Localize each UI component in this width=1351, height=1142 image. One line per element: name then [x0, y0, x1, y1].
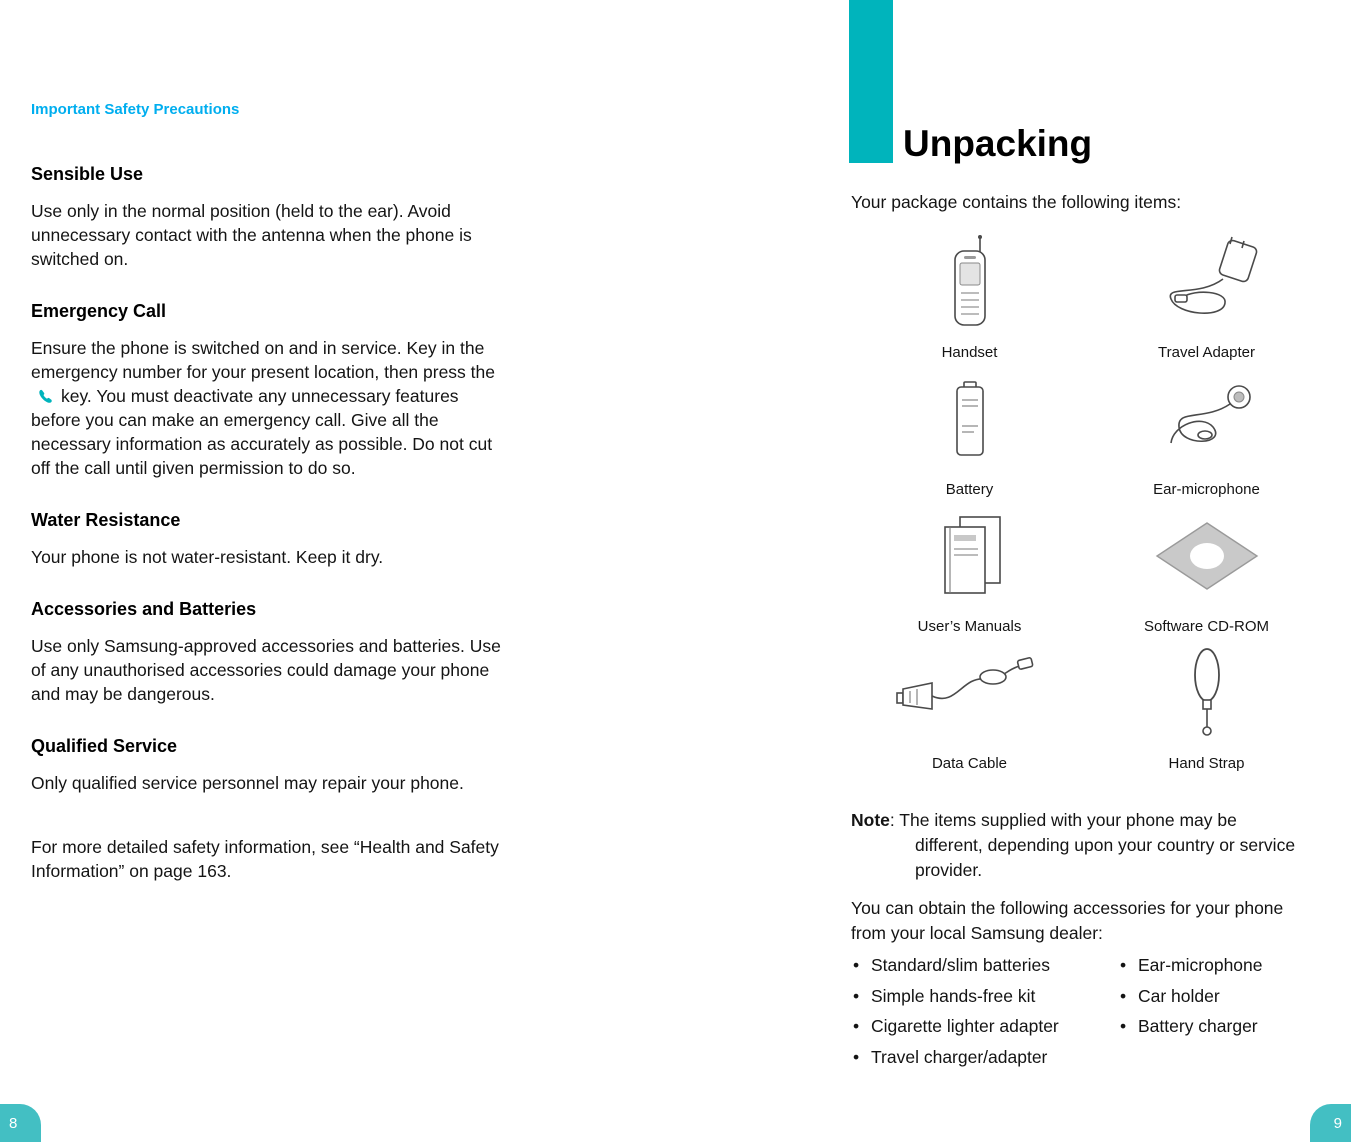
- accessories-list-left: [851, 950, 1118, 1072]
- accessories-intro: You can obtain the following accessories for your phone from your local Samsung dealer:: [851, 898, 1284, 943]
- body-qualified-service: Only qualified service personnel may repair your phone.: [31, 773, 464, 793]
- data-cable-illustration: [894, 637, 1046, 751]
- hand-strap-illustration: [1181, 637, 1233, 751]
- body-water-resistance: Your phone is not water-resistant. Keep it dry.: [31, 547, 384, 567]
- phone-key-icon: [36, 386, 56, 402]
- package-intro: Your package contains the following items:: [851, 192, 1182, 212]
- accessory-item: • Travel charger/adapter: [851, 1042, 1118, 1073]
- note-label: Note: [851, 810, 890, 830]
- package-item-battery: [851, 363, 1088, 500]
- running-header: Important Safety Precautions: [31, 101, 240, 118]
- accessory-item: • Standard/slim batteries: [851, 950, 1118, 981]
- note-paragraph: [851, 808, 1303, 883]
- users-manuals-illustration: [932, 500, 1008, 614]
- chapter-accent-bar: [849, 0, 893, 163]
- accessory-item: • Battery charger: [1118, 1011, 1263, 1042]
- note-text: : The items supplied with your phone may be different, depending upon your country or service provider.: [889, 810, 1296, 880]
- page-number-left: 8: [0, 1104, 41, 1142]
- emergency-text-before: Ensure the phone is switched on and in service. Key in the emergency number for your present location, then press the: [31, 338, 495, 382]
- battery-illustration: [947, 363, 993, 477]
- accessory-item: • Cigarette lighter adapter: [851, 1011, 1118, 1042]
- body-sensible-use: Use only in the normal position (held to the ear). Avoid unnecessary contact with the antenna when the phone is switched on.: [31, 201, 472, 269]
- package-item-hand-strap: [1088, 637, 1325, 774]
- item-label-ear-microphone: Ear-microphone: [1153, 481, 1260, 498]
- note-block: [851, 808, 1303, 883]
- item-label-hand-strap: Hand Strap: [1168, 755, 1245, 772]
- software-cdrom-illustration: [1151, 500, 1263, 614]
- package-item-software-cdrom: [1088, 500, 1325, 637]
- body-accessories-batteries: Use only Samsung-approved accessories and batteries. Use of any unauthorised accessories could damage your phone and may be dangerous.: [31, 636, 501, 704]
- item-label-handset: Handset: [941, 344, 998, 361]
- item-label-users-manuals: User’s Manuals: [917, 618, 1022, 635]
- accessories-lists: [851, 950, 1331, 1072]
- package-item-travel-adapter: [1088, 226, 1325, 363]
- package-items-grid: [851, 226, 1325, 774]
- package-item-data-cable: [851, 637, 1088, 774]
- package-item-handset: [851, 226, 1088, 363]
- accessory-item: • Car holder: [1118, 981, 1263, 1012]
- heading-qualified-service: Qualified Service: [31, 736, 178, 756]
- package-item-ear-microphone: [1088, 363, 1325, 500]
- handset-illustration: [940, 226, 1000, 340]
- accessories-list-right: [1118, 950, 1263, 1072]
- accessory-item: • Ear-microphone: [1118, 950, 1263, 981]
- heading-water-resistance: Water Resistance: [31, 510, 181, 530]
- heading-accessories-batteries: Accessories and Batteries: [31, 599, 257, 619]
- accessory-item: • Simple hands-free kit: [851, 981, 1118, 1012]
- item-label-battery: Battery: [945, 481, 994, 498]
- heading-emergency-call: Emergency Call: [31, 301, 167, 321]
- package-item-users-manuals: [851, 500, 1088, 637]
- item-label-travel-adapter: Travel Adapter: [1158, 344, 1255, 361]
- body-emergency-call: [31, 336, 503, 480]
- page-number-right: 9: [1310, 1104, 1351, 1142]
- heading-sensible-use: Sensible Use: [31, 164, 144, 184]
- left-page: [31, 101, 503, 883]
- item-label-software-cdrom: Software CD-ROM: [1143, 618, 1270, 635]
- travel-adapter-illustration: [1149, 226, 1265, 340]
- item-label-data-cable: Data Cable: [931, 755, 1008, 772]
- closing-note: For more detailed safety information, see “Health and Safety Information” on page 163.: [31, 837, 499, 881]
- page-title: Unpacking: [903, 123, 1093, 164]
- ear-microphone-illustration: [1149, 363, 1265, 477]
- emergency-text-after: key. You must deactivate any unnecessary features before you can make an emergency call. Give all the necessary information as accurately as possible. Do not cut off the call until given permission to do so.: [31, 386, 493, 478]
